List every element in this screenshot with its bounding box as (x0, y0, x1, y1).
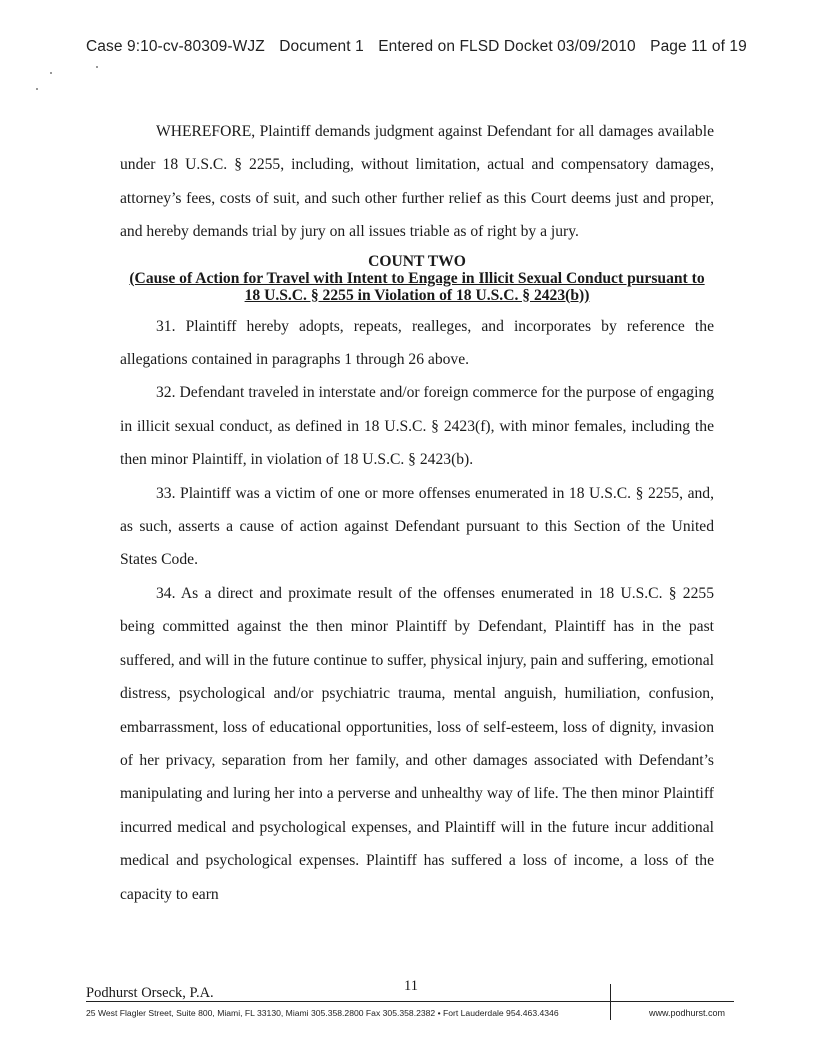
document-body (120, 115, 714, 911)
firm-name: Podhurst Orseck, P.A. (86, 985, 214, 1001)
wherefore-paragraph: WHEREFORE, Plaintiff demands judgment against Defendant for all damages available under 18 U.S.C. § 2255, including, without limitation, actual and compensatory damages, attorney’s fees, costs of suit, and such other further relief as this Court deems just and proper, and hereby demands trial by jury on all issues triable as of right by a jury. (120, 123, 714, 241)
paragraph-34: 34. As a direct and proximate result of the offenses enumerated in 18 U.S.C. § 2255 being committed against the then minor Plaintiff by Defendant, Plaintiff has in the past suffered, and will in the future continue to suffer, physical injury, pain and suffering, emotional distress, psychological and/or psychiatric trauma, mental anguish, humiliation, confusion, embarrassment, loss of educational opportunities, loss of self-esteem, loss of dignity, invasion of her privacy, separation from her family, and other damages associated with Defendant’s manipulating and luring her into a perverse and unhealthy way of life. The then minor Plaintiff incurred medical and psychological expenses, and Plaintiff will in the future incur additional medical and psychological expenses. Plaintiff has suffered a loss of income, a loss of the capacity to earn (120, 584, 714, 903)
count-subtitle: (Cause of Action for Travel with Intent to Engage in Illicit Sexual Conduct pursuant to 18 U.S.C. § 2255 in Violation of 18 U.S.C. § 2423(b)) (129, 269, 705, 304)
paragraph-31: 31. Plaintiff hereby adopts, repeats, realleges, and incorporates by reference the allegations contained in paragraphs 1 through 26 above. (120, 317, 714, 369)
scan-speck (50, 72, 52, 74)
paragraph-32: 32. Defendant traveled in interstate and/or foreign commerce for the purpose of engaging in illicit sexual conduct, as defined in 18 U.S.C. § 2423(f), with minor females, including the then minor Plaintiff, in violation of 18 U.S.C. § 2423(b). (120, 384, 714, 469)
paragraph-33: 33. Plaintiff was a victim of one or more offenses enumerated in 18 U.S.C. § 2255, and, as such, asserts a cause of action against Defendant pursuant to this Section of the United States Code. (120, 484, 714, 569)
page-indicator: Page 11 of 19 (650, 38, 747, 55)
footer-divider (86, 1001, 734, 1002)
docket-header (86, 38, 757, 56)
count-heading (120, 253, 714, 304)
firm-address: 25 West Flagler Street, Suite 800, Miami, FL 33130, Miami 305.358.2800 Fax 305.358.2382 • Fort Lauderdale 954.463.4346 (86, 1008, 559, 1018)
footer-vertical-divider (610, 984, 611, 1020)
page-number: 11 (404, 978, 418, 994)
scan-speck (36, 88, 38, 90)
count-title: COUNT TWO (368, 252, 466, 270)
case-number: Case 9:10-cv-80309-WJZ (86, 38, 265, 55)
docket-entry: Entered on FLSD Docket 03/09/2010 (378, 38, 636, 55)
scan-speck (96, 66, 98, 68)
document-number: Document 1 (279, 38, 364, 55)
firm-website: www.podhurst.com (649, 1008, 726, 1018)
